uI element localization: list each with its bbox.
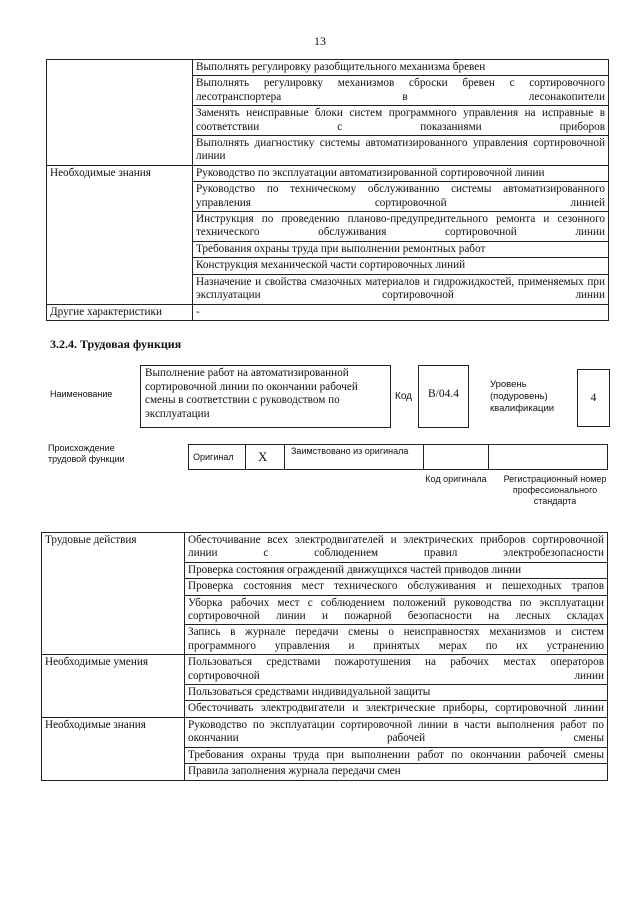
section-title: 3.2.4. Трудовая функция xyxy=(50,337,182,351)
code-original-cell xyxy=(423,444,489,470)
table-row xyxy=(47,60,609,76)
level-label xyxy=(490,379,570,415)
row-text: Выполнять диагностику системы автоматизированного управления сортировочной линии xyxy=(193,136,609,166)
name-label: Наименование xyxy=(50,389,113,399)
row-label xyxy=(47,60,193,166)
row-text: Уборка рабочих мест с соблюдением положений руководства по эксплуатации сортировочной линии и пожарной безопасности на лесных складах xyxy=(185,595,608,625)
row-text: Назначение и свойства смазочных материалов и гидрожидкостей, применяемых при эксплуатации сортировочной линии xyxy=(193,274,609,304)
borrowed-label: Заимствовано из оригинала xyxy=(291,446,409,456)
original-label: Оригинал xyxy=(193,452,234,462)
original-cell xyxy=(188,444,246,470)
row-label: Необходимые умения xyxy=(42,655,185,718)
row-text: Проверка состояния ограждений движущихся частей приводов линии xyxy=(185,562,608,578)
origin-label: Происхождение трудовой функции xyxy=(48,443,125,464)
row-text: Руководство по техническому обслуживанию системы автоматизированного управления сортировочной линией xyxy=(193,182,609,212)
original-mark-cell xyxy=(245,444,285,470)
row-text: Обесточивать электродвигатели и электрические приборы, сортировочной линии xyxy=(185,701,608,717)
row-text: Выполнять регулировку разобщительного механизма бревен xyxy=(193,60,609,76)
row-text: Требования охраны труда при выполнении работ по окончании рабочей смены xyxy=(185,747,608,763)
row-text: - xyxy=(193,304,609,320)
row-text: Инструкция по проведению планово-предупредительного ремонта и сезонного технического обслуживания сортировочной линии xyxy=(193,212,609,242)
code-value-box: B/04.4 xyxy=(418,365,469,428)
original-mark: X xyxy=(258,449,268,464)
row-text: Выполнять регулировку механизмов сброски бревен с сортировочного лесотранспортера в лесонакопители xyxy=(193,76,609,106)
row-label: Трудовые действия xyxy=(42,533,185,655)
row-text: Пользоваться средствами пожаротушения на рабочих местах операторов сортировочной линии xyxy=(185,655,608,685)
row-label: Необходимые знания xyxy=(42,717,185,780)
row-text: Руководство по эксплуатации сортировочной линии в части выполнения работ по окончании рабочей смены xyxy=(185,717,608,747)
function-name-box: Выполнение работ на автоматизированной сортировочной линии по окончании рабочей смены в соответствии с руководством по эксплуатации xyxy=(140,365,391,428)
table-row xyxy=(42,533,608,563)
table-row xyxy=(47,165,609,181)
row-text: Проверка состояния мест технического обслуживания и пешеходных трапов xyxy=(185,579,608,595)
code-label: Код xyxy=(395,391,413,402)
level-label-text: Уровень (подуровень) квалификации xyxy=(490,379,555,414)
table-row xyxy=(42,655,608,685)
row-text: Правила заполнения журнала передачи смен xyxy=(185,764,608,780)
reg-number-label: Регистрационный номер профессионального стандарта xyxy=(503,474,607,506)
main-table xyxy=(41,532,608,781)
table-row xyxy=(47,304,609,320)
row-text: Руководство по эксплуатации автоматизированной сортировочной линии xyxy=(193,165,609,181)
row-text: Запись в журнале передачи смены о неисправностях механизмов и систем программного управления и принятых мерах по их устранению xyxy=(185,625,608,655)
borrowed-cell xyxy=(284,444,424,470)
row-text: Конструкция механической части сортировочных линий xyxy=(193,258,609,274)
row-text: Пользоваться средствами индивидуальной защиты xyxy=(185,685,608,701)
code-original-label: Код оригинала xyxy=(425,474,487,484)
row-text: Заменять неисправные блоки систем программного управления на исправные в соответствии с показаниями приборов xyxy=(193,106,609,136)
reg-number-cell xyxy=(488,444,608,470)
row-label: Необходимые знания xyxy=(47,165,193,304)
row-text: Требования охраны труда при выполнении ремонтных работ xyxy=(193,241,609,257)
top-table xyxy=(46,59,609,321)
row-label: Другие характеристики xyxy=(47,304,193,320)
row-text: Обесточивание всех электродвигателей и электрических приборов сортировочной линии с соблюдением правил электробезопасности xyxy=(185,533,608,563)
level-value-box: 4 xyxy=(577,369,610,427)
page-number: 13 xyxy=(314,34,326,48)
table-row xyxy=(42,717,608,747)
